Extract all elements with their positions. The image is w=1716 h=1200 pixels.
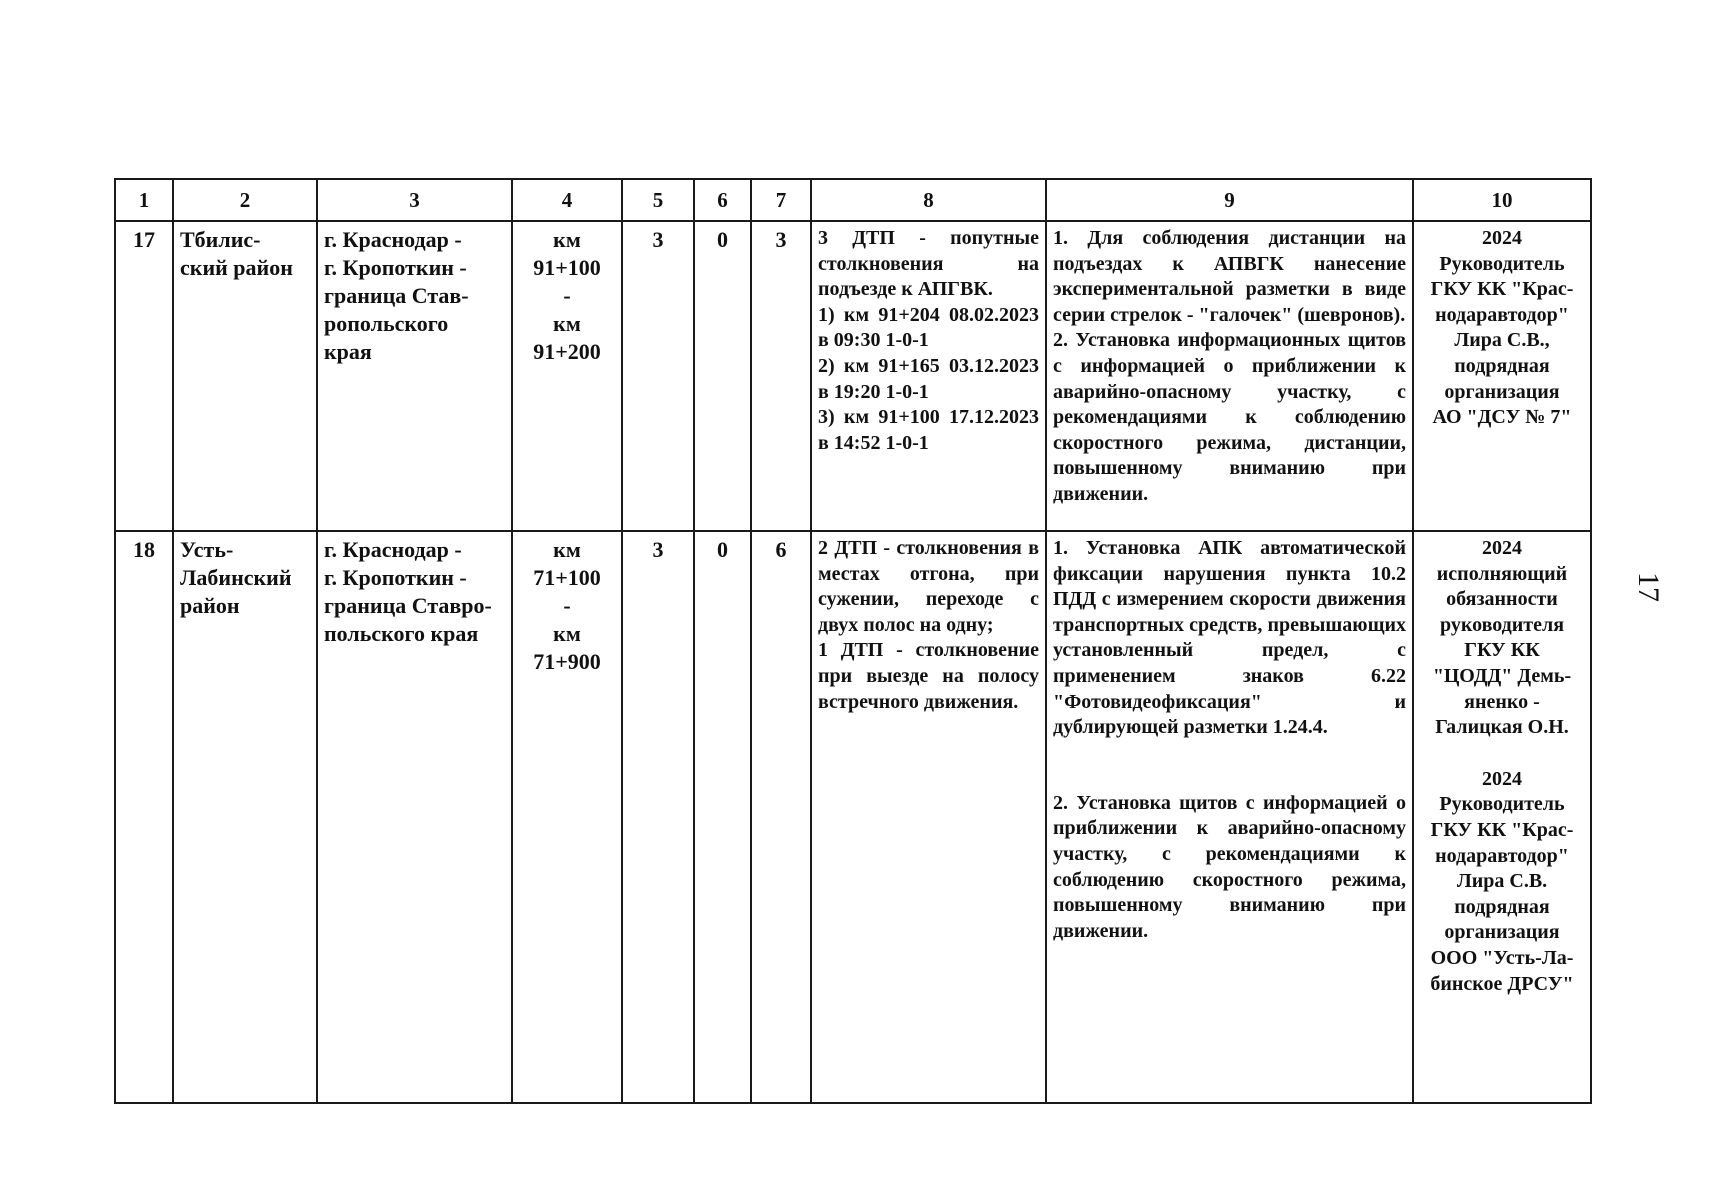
row-number-cell [115,221,173,531]
spacer [1414,745,1590,763]
header-label: 6 [717,187,728,212]
measures-cell [1046,531,1413,1103]
district: Усть- Лабинский район [180,537,292,618]
header-label: 2 [239,187,251,212]
km-range: км 91+100 - км 91+200 [533,227,601,364]
header-label: 9 [1224,187,1235,212]
header-label: 8 [923,187,934,212]
count-cell [622,531,694,1103]
table-row [115,221,1591,531]
road-cell [317,221,512,531]
measures-list [1047,532,1412,948]
measure-item: 1. Установка АПК автоматической фиксации нарушения пункта 10.2 ПДД с измерением скорости движения транспортных средств, превышающих установленный предел, с применением знаков 6.22 "Фотовидеофиксация" и дублирующей разметки 1.24.4. [1053,537,1406,739]
row-number-cell [115,531,173,1103]
header-label: 4 [561,187,573,212]
responsible-text: 2024 Руководитель ГКУ КК "Крас- нодаравтодор" Лира С.В., подрядная организация АО "ДСУ № 7" [1430,227,1574,429]
responsible-cell [1413,531,1591,1103]
spacer [1053,741,1406,791]
measure-item: 2. Установка информационных щитов с информацией о приближении к аварийно-опасному участку, с рекомендациями к соблюдению скоростного режима, дистанции, повышенному вниманию при движении. [1053,329,1406,505]
row-number: 17 [133,227,155,252]
road: г. Краснодар - г. Кропоткин - граница Став- ропольского края [324,227,469,364]
table-row [115,531,1591,1103]
header-cell [622,179,694,221]
responsible-cell [1413,221,1591,531]
measures-list [1047,222,1412,512]
header-label: 5 [652,187,664,212]
col7-value: 6 [775,537,787,562]
km-cell [512,531,622,1103]
count-cell [751,531,811,1103]
row-number: 18 [133,537,155,562]
header-cell [317,179,512,221]
col6-value: 0 [717,537,728,562]
district-cell [173,221,317,531]
header-label: 1 [138,187,150,212]
km-range: км 71+100 - км 71+900 [533,537,601,674]
accidents-text: 2 ДТП - столкновения в местах отгона, при сужении, переходе с двух полос на одну; 1 ДТП - столкновение при выезде на полосу встречного движения. [818,537,1039,713]
responsible-text: 2024 исполняющий обязанности руководителя ГКУ КК "ЦОДД" Демь- яненко - Галицкая О.Н. [1432,537,1572,739]
header-cell [751,179,811,221]
header-cell [115,179,173,221]
header-cell [811,179,1046,221]
measure-item: 2. Установка щитов с информацией о приближении к аварийно-опасному участку, с рекомендациями к соблюдению скоростного режима, повышенному вниманию при движении. [1053,791,1406,942]
header-cell [1046,179,1413,221]
count-cell [694,531,751,1103]
col6-value: 0 [717,227,728,252]
header-label: 3 [409,187,420,212]
count-cell [694,221,751,531]
count-cell [751,221,811,531]
km-cell [512,221,622,531]
header-cell [694,179,751,221]
count-cell [622,221,694,531]
page-number: 17 [1632,572,1665,602]
header-label: 10 [1491,187,1513,212]
road: г. Краснодар - г. Кропоткин - граница Ставро- польского края [324,537,492,646]
measure-item: 1. Для соблюдения дистанции на подъездах к АПВГК нанесение экспериментальной разметки в виде серии стрелок - "галочек" (шевронов). [1053,227,1406,326]
accidents-cell [811,221,1046,531]
road-cell [317,531,512,1103]
header-cell [1413,179,1591,221]
main-table [114,178,1592,1104]
district: Тбилис- ский район [180,227,293,280]
responsible-text: 2024 Руководитель ГКУ КК "Крас- нодаравтодор" Лира С.В. подрядная организация ООО "Усть-Ла- бинское ДРСУ" [1430,767,1574,995]
measures-cell [1046,221,1413,531]
col5-value: 3 [652,537,664,562]
col5-value: 3 [652,227,664,252]
header-row [115,179,1591,221]
accidents-cell [811,531,1046,1103]
header-cell [173,179,317,221]
accidents-text: 3 ДТП - попутные столкновения на подъезде к АПГВК. 1) км 91+204 08.02.2023 в 09:30 1-0-1 2) км 91+165 03.12.2023 в 19:20 1-0-1 3) км 91+100 17.12.2023 в 14:52 1-0-1 [818,227,1039,454]
header-label: 7 [775,187,787,212]
district-cell [173,531,317,1103]
header-cell [512,179,622,221]
col7-value: 3 [775,227,787,252]
